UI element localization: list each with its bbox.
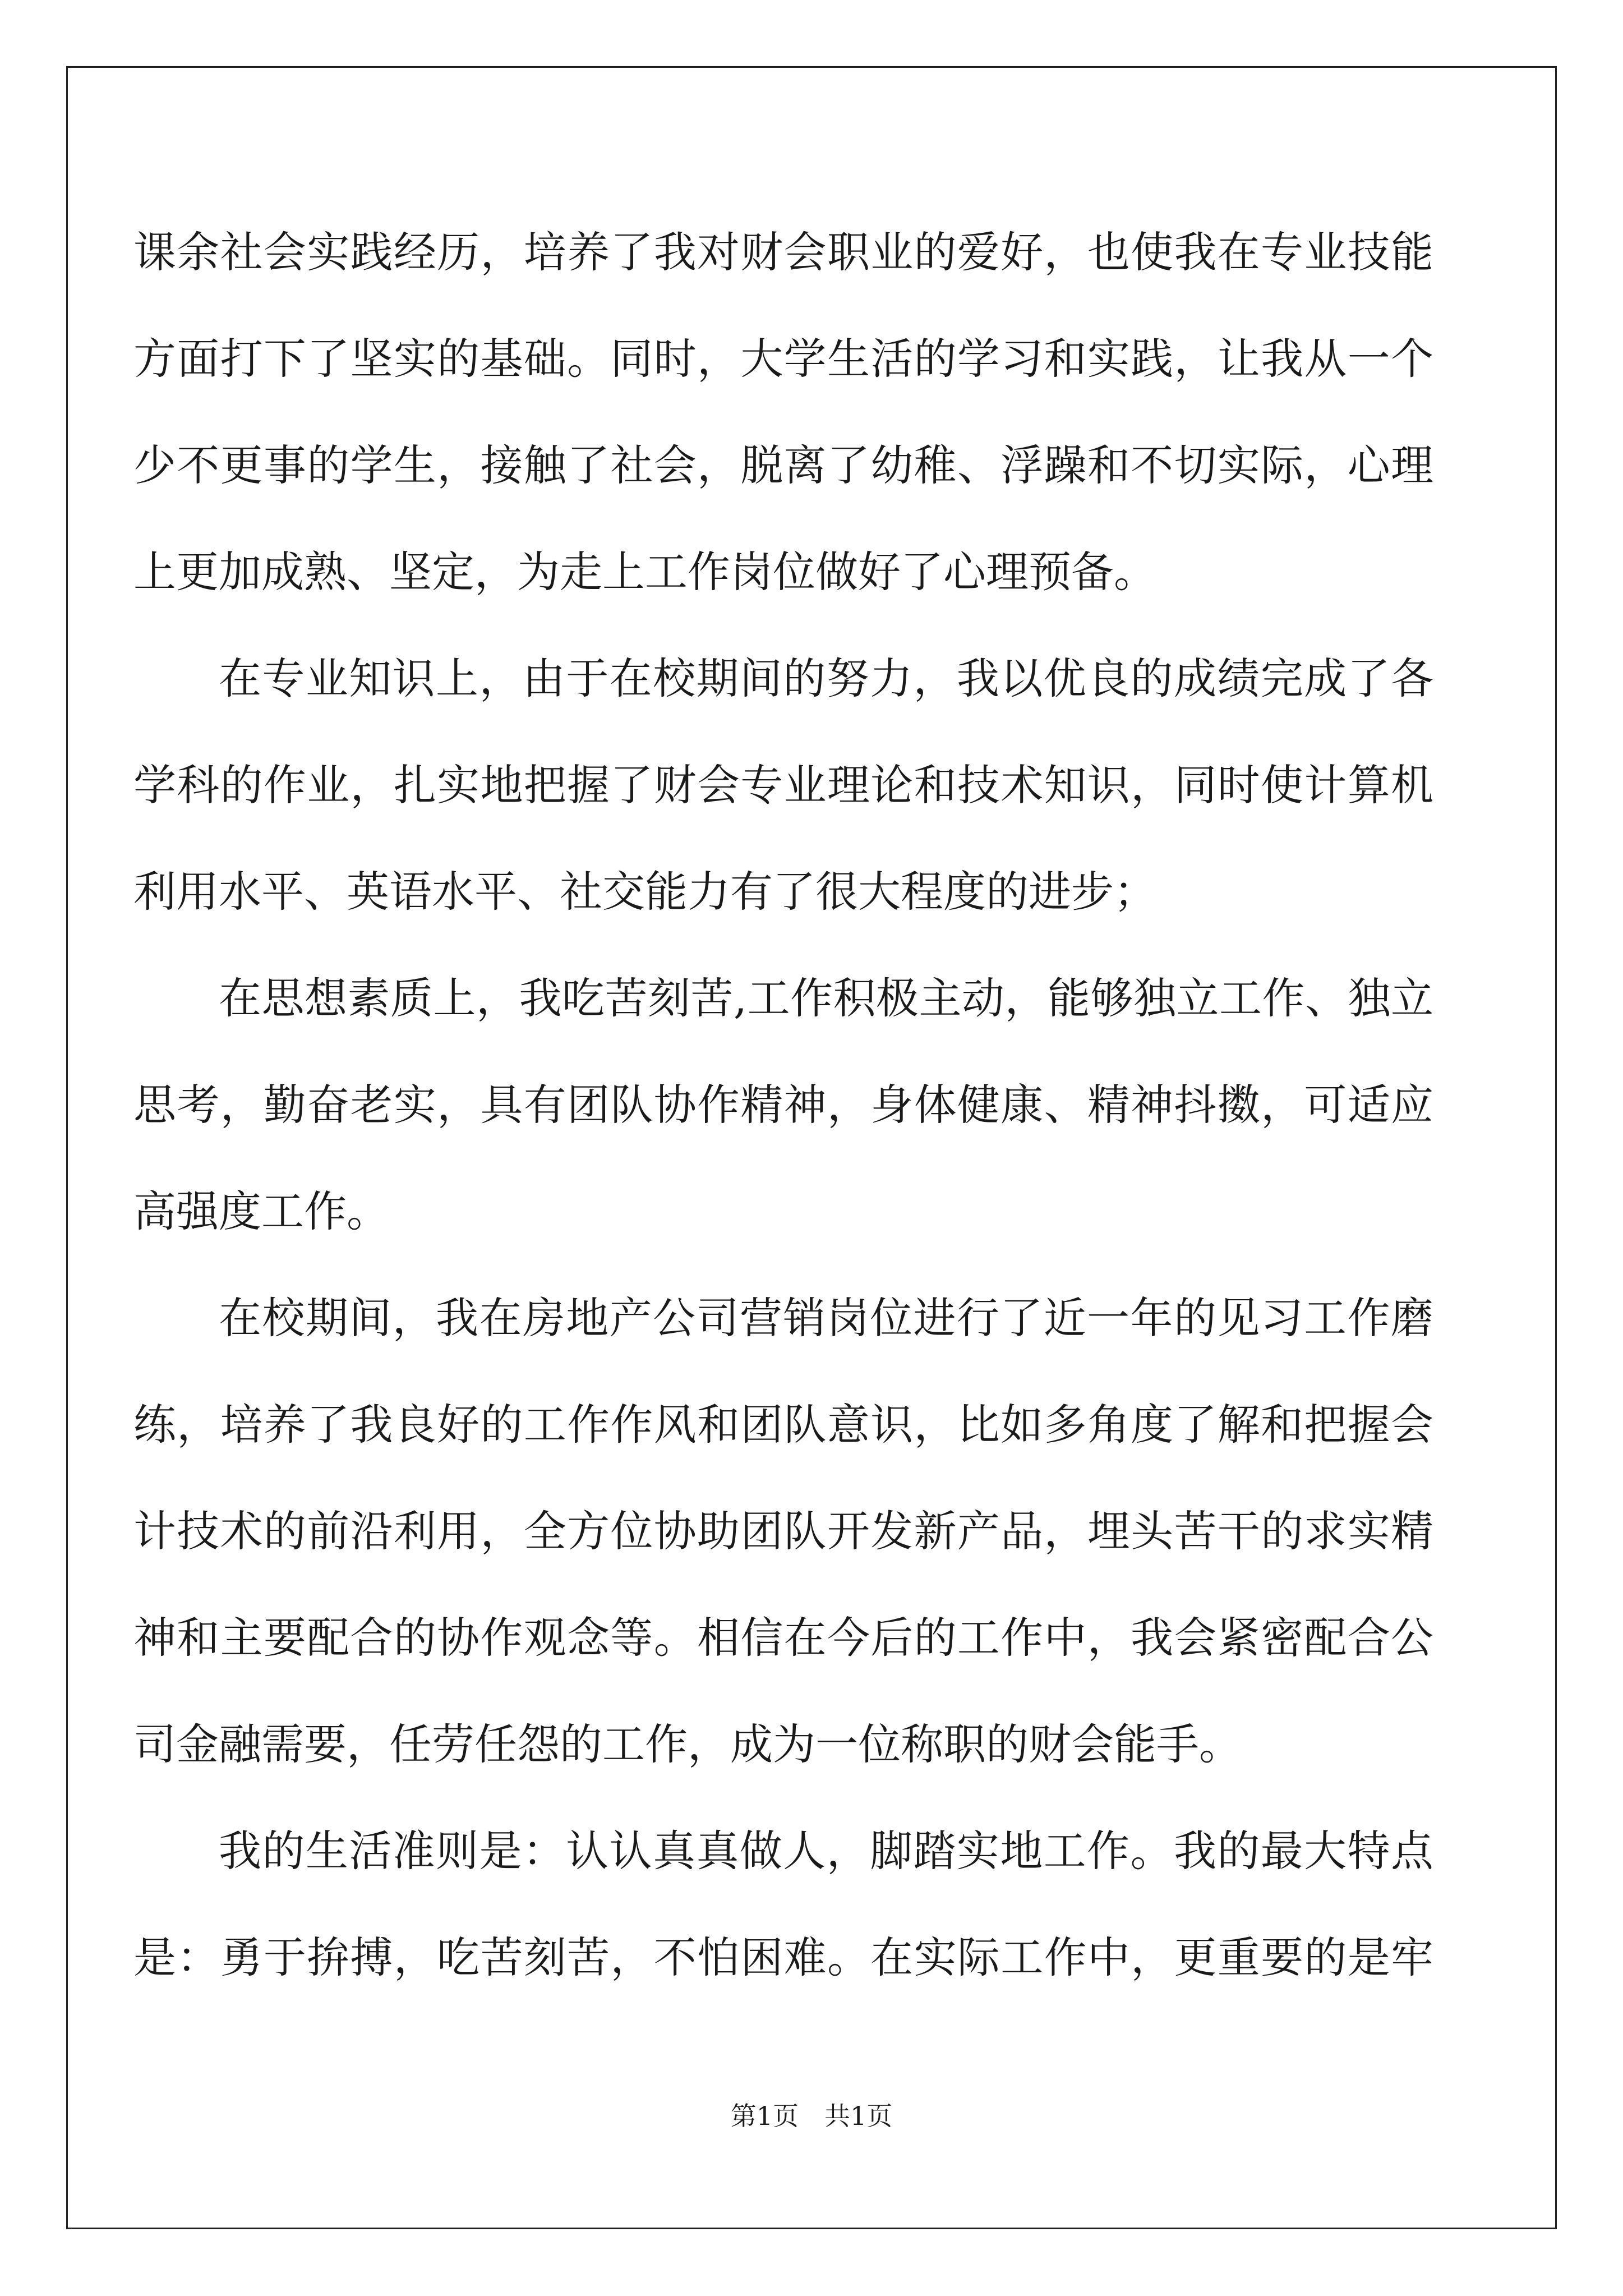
page-footer: 第1页 共1页: [730, 2101, 893, 2131]
paragraph-line: 我的生活准则是：认认真真做人，脚踏实地工作。我的最大特点: [219, 1826, 1433, 1876]
paragraph-line: 少不更事的学生，接触了社会，脱离了幼稚、浮躁和不切实际，心理: [133, 440, 1433, 490]
paragraph-line: 神和主要配合的协作观念等。相信在今后的工作中，我会紧密配合公: [133, 1613, 1433, 1663]
paragraph-line: 思考，勤奋老实，具有团队协作精神，身体健康、精神抖擞，可适应: [133, 1080, 1433, 1130]
paragraph-line: 利用水平、英语水平、社交能力有了很大程度的进步；: [133, 867, 1156, 917]
paragraph-line: 学科的作业，扎实地把握了财会专业理论和技术知识，同时使计算机: [133, 760, 1433, 810]
paragraph-line: 在校期间，我在房地产公司营销岗位进行了近一年的见习工作磨: [219, 1293, 1433, 1343]
paragraph-line: 在专业知识上，由于在校期间的努力，我以优良的成绩完成了各: [219, 654, 1433, 703]
paragraph-line: 在思想素质上，我吃苦刻苦,工作积极主动，能够独立工作、独立: [219, 973, 1433, 1023]
paragraph-line: 方面打下了坚实的基础。同时，大学生活的学习和实践，让我从一个: [133, 334, 1433, 384]
paragraph-line: 司金融需要，任劳任怨的工作，成为一位称职的财会能手。: [133, 1719, 1242, 1769]
document-body: [133, 199, 1433, 2011]
paragraph-line: 练，培养了我良好的工作作风和团队意识，比如多角度了解和把握会: [133, 1400, 1433, 1450]
paragraph-line: 上更加成熟、坚定，为走上工作岗位做好了心理预备。: [133, 547, 1156, 597]
paragraph-line: 计技术的前沿利用，全方位协助团队开发新产品，埋头苦干的求实精: [133, 1506, 1433, 1556]
paragraph-line: 是：勇于拚搏，吃苦刻苦，不怕困难。在实际工作中，更重要的是牢: [133, 1932, 1433, 1982]
paragraph-line: 高强度工作。: [133, 1186, 389, 1236]
paragraph-line: 课余社会实践经历，培养了我对财会职业的爱好，也使我在专业技能: [133, 227, 1433, 277]
